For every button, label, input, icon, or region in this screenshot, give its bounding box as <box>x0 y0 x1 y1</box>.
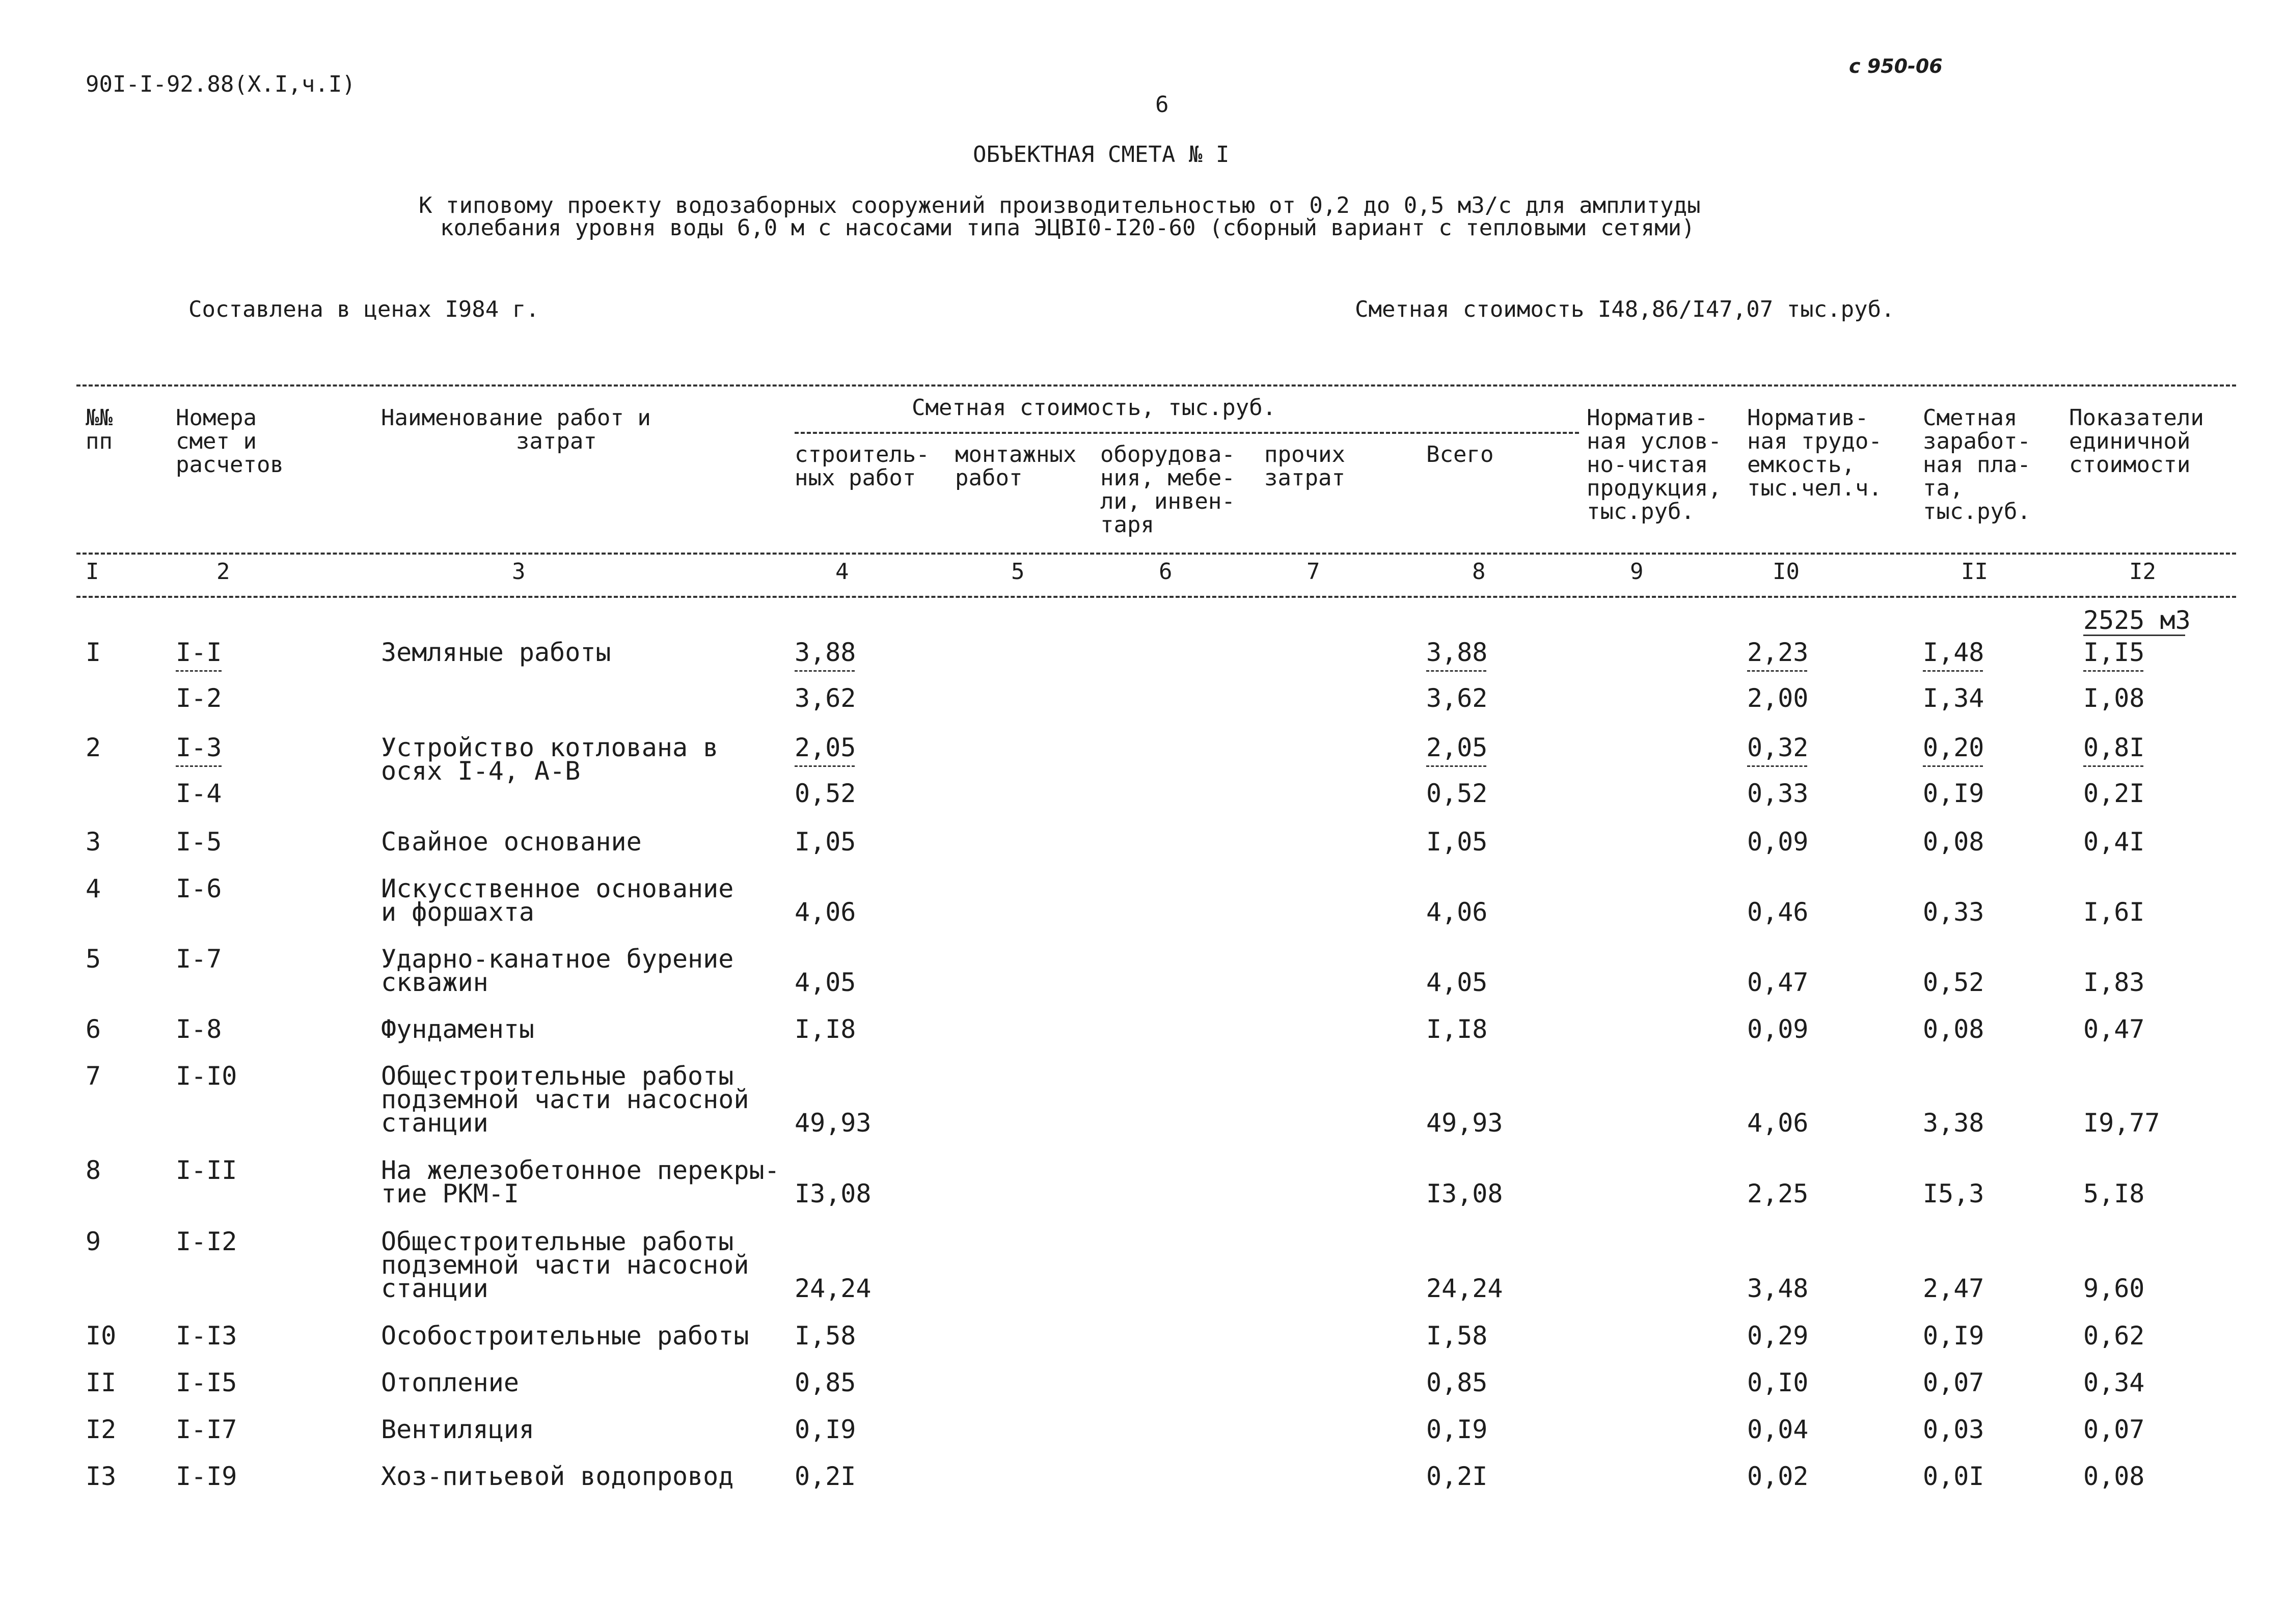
value-total: 0,2I <box>1426 1462 1488 1491</box>
value-build: 4,05 <box>795 968 856 997</box>
value-unit: I9,77 <box>2083 1108 2160 1138</box>
value-labor: 0,47 <box>1747 968 1809 997</box>
value-total: 3,88 <box>1426 638 1488 667</box>
unit-cost-basis-underline <box>2083 635 2185 636</box>
value-build: 0,2I <box>795 1462 856 1491</box>
col-header-number: №№ пп <box>86 405 113 454</box>
estimate-code-denominator: I-4 <box>176 779 222 808</box>
page-title: ОБЪЕКТНАЯ СМЕТА № I <box>973 142 1230 168</box>
value-total-denominator: 0,52 <box>1426 779 1488 808</box>
estimate-code: I-I3 <box>176 1321 237 1351</box>
col-header-other: прочих затрат <box>1264 442 1345 491</box>
value-build: I,05 <box>795 827 856 857</box>
value-unit-denominator: 0,2I <box>2083 779 2145 808</box>
unit-cost-basis: 2525 м3 <box>2083 605 2191 635</box>
value-build: 3,88 <box>795 638 856 667</box>
col-number-6: 6 <box>1159 559 1173 585</box>
value-labor: 0,04 <box>1747 1415 1809 1444</box>
value-build-denominator: 3,62 <box>795 683 856 713</box>
col-header-work-name: Наименование работ и затрат <box>381 405 651 454</box>
value-build: 0,85 <box>795 1368 856 1397</box>
value-total: 0,85 <box>1426 1368 1488 1397</box>
row-number: 4 <box>86 874 101 903</box>
col-header-wages: Сметная заработ- ная пла- та, тыс.руб. <box>1923 405 2031 525</box>
estimate-code: I-7 <box>176 944 222 974</box>
value-total: 4,05 <box>1426 968 1488 997</box>
work-name: Отопление <box>381 1368 519 1397</box>
col-header-estimate-codes: Номера смет и расчетов <box>176 405 284 478</box>
row-number: I2 <box>86 1415 117 1444</box>
value-labor: 4,06 <box>1747 1108 1809 1138</box>
col-header-unit-cost: Показатели единичной стоимости <box>2069 405 2204 478</box>
value-build: 49,93 <box>795 1108 872 1138</box>
document-code: 90I-I-92.88(X.I,ч.I) <box>86 71 356 97</box>
row-number: 2 <box>86 733 101 762</box>
value-unit: I,6I <box>2083 897 2145 927</box>
fraction-separator <box>1747 765 1807 767</box>
estimate-code-denominator: I-2 <box>176 683 222 713</box>
fraction-separator <box>795 670 855 672</box>
value-wage: 0,03 <box>1923 1415 1984 1444</box>
value-unit: 0,34 <box>2083 1368 2145 1397</box>
value-wage: 0,0I <box>1923 1462 1984 1491</box>
value-unit: I,83 <box>2083 968 2145 997</box>
work-name: Общестроительные работы подземной части насосной станции <box>381 1227 749 1303</box>
row-number: 7 <box>86 1061 101 1091</box>
value-build-denominator: 0,52 <box>795 779 856 808</box>
value-unit: 0,8I <box>2083 733 2145 762</box>
col-number-12: I2 <box>2129 559 2156 585</box>
work-name: Вентиляция <box>381 1415 535 1444</box>
value-build: 0,I9 <box>795 1415 856 1444</box>
estimate-code: I-I <box>176 638 222 667</box>
estimate-code: I-3 <box>176 733 222 762</box>
fraction-separator <box>1923 670 1983 672</box>
value-wage-denominator: I,34 <box>1923 683 1984 713</box>
value-total: 2,05 <box>1426 733 1488 762</box>
price-basis: Составлена в ценах I984 г. <box>188 296 539 322</box>
value-total: I,58 <box>1426 1321 1488 1351</box>
value-build: 4,06 <box>795 897 856 927</box>
subtitle-line-2: колебания уровня воды 6,0 м с насосами типа ЭЦВI0-I20-60 (сборный вариант с тепловыми сетями) <box>440 215 1695 241</box>
value-labor: 0,02 <box>1747 1462 1809 1491</box>
col-number-2: 2 <box>216 559 230 585</box>
col-header-net-output: Норматив- ная услов- но-чистая продукция, тыс.руб. <box>1587 405 1722 525</box>
work-name: Земляные работы <box>381 638 611 667</box>
value-wage-denominator: 0,I9 <box>1923 779 1984 808</box>
value-wage: I,48 <box>1923 638 1984 667</box>
fraction-separator <box>2083 670 2143 672</box>
value-wage: 3,38 <box>1923 1108 1984 1138</box>
value-labor: 3,48 <box>1747 1274 1809 1303</box>
value-unit: 0,62 <box>2083 1321 2145 1351</box>
estimate-code: I-I5 <box>176 1368 237 1397</box>
value-wage: 2,47 <box>1923 1274 1984 1303</box>
value-labor: 0,32 <box>1747 733 1809 762</box>
row-number: I <box>86 638 101 667</box>
value-labor: 2,25 <box>1747 1179 1809 1208</box>
value-labor: 0,09 <box>1747 827 1809 857</box>
col-number-7: 7 <box>1307 559 1320 585</box>
work-name: Хоз-питьевой водопровод <box>381 1462 734 1491</box>
value-total: 4,06 <box>1426 897 1488 927</box>
value-unit: 0,08 <box>2083 1462 2145 1491</box>
work-name: Особостроительные работы <box>381 1321 749 1351</box>
group-header-cost: Сметная стоимость, тыс.руб. <box>912 395 1276 421</box>
value-wage: 0,08 <box>1923 1014 1984 1044</box>
value-wage: 0,33 <box>1923 897 1984 927</box>
value-total: I,05 <box>1426 827 1488 857</box>
value-total: 24,24 <box>1426 1274 1503 1303</box>
col-header-labor: Норматив- ная трудо- емкость, тыс.чел.ч. <box>1747 405 1882 501</box>
fraction-separator <box>176 670 222 672</box>
value-labor: 0,46 <box>1747 897 1809 927</box>
estimate-code: I-8 <box>176 1014 222 1044</box>
value-unit: I,I5 <box>2083 638 2145 667</box>
row-number: 3 <box>86 827 101 857</box>
value-build: I,58 <box>795 1321 856 1351</box>
fraction-separator <box>1923 765 1983 767</box>
estimated-cost: Сметная стоимость I48,86/I47,07 тыс.руб. <box>1355 296 1895 322</box>
value-build: 24,24 <box>795 1274 872 1303</box>
value-total: I,I8 <box>1426 1014 1488 1044</box>
work-name: Свайное основание <box>381 827 642 857</box>
row-number: 8 <box>86 1155 101 1185</box>
row-number: 5 <box>86 944 101 974</box>
work-name: Ударно-канатное бурение скважин <box>381 944 734 997</box>
value-total: 0,I9 <box>1426 1415 1488 1444</box>
value-total: I3,08 <box>1426 1179 1503 1208</box>
col-header-installation: монтажных работ <box>955 442 1077 491</box>
row-number: I0 <box>86 1321 117 1351</box>
table-top-rule <box>76 384 2236 387</box>
value-labor: 2,23 <box>1747 638 1809 667</box>
col-number-3: 3 <box>512 559 526 585</box>
value-wage: 0,52 <box>1923 968 1984 997</box>
value-labor: 0,I0 <box>1747 1368 1809 1397</box>
group-header-rule <box>795 432 1579 434</box>
fraction-separator <box>176 765 222 767</box>
fraction-separator <box>1747 670 1807 672</box>
col-number-5: 5 <box>1011 559 1025 585</box>
value-labor-denominator: 0,33 <box>1747 779 1809 808</box>
value-unit: 9,60 <box>2083 1274 2145 1303</box>
value-unit-denominator: I,08 <box>2083 683 2145 713</box>
col-header-total: Всего <box>1426 442 1494 467</box>
col-header-equipment: оборудова- ния, мебе- ли, инвен- таря <box>1100 442 1235 538</box>
value-wage: 0,20 <box>1923 733 1984 762</box>
value-build: 2,05 <box>795 733 856 762</box>
work-name: На железобетонное перекры- тие РКМ-I <box>381 1155 780 1208</box>
estimate-code: I-II <box>176 1155 237 1185</box>
work-name: Фундаменты <box>381 1014 535 1044</box>
estimate-code: I-I2 <box>176 1227 237 1256</box>
value-build: I,I8 <box>795 1014 856 1044</box>
value-wage: 0,I9 <box>1923 1321 1984 1351</box>
value-total: 49,93 <box>1426 1108 1503 1138</box>
archive-stamp: с 950-06 <box>1849 55 1943 77</box>
value-build: I3,08 <box>795 1179 872 1208</box>
value-labor: 0,29 <box>1747 1321 1809 1351</box>
fraction-separator <box>2083 765 2143 767</box>
estimate-code: I-I9 <box>176 1462 237 1491</box>
value-wage: I5,3 <box>1923 1179 1984 1208</box>
value-wage: 0,07 <box>1923 1368 1984 1397</box>
value-unit: 5,I8 <box>2083 1179 2145 1208</box>
estimate-code: I-6 <box>176 874 222 903</box>
value-labor: 0,09 <box>1747 1014 1809 1044</box>
row-number: I3 <box>86 1462 117 1491</box>
value-wage: 0,08 <box>1923 827 1984 857</box>
row-number: 6 <box>86 1014 101 1044</box>
estimate-code: I-5 <box>176 827 222 857</box>
value-unit: 0,07 <box>2083 1415 2145 1444</box>
column-header-rule <box>76 553 2236 555</box>
row-number: II <box>86 1368 117 1397</box>
col-number-9: 9 <box>1630 559 1644 585</box>
work-name: Искусственное основание и форшахта <box>381 874 734 927</box>
estimate-code: I-I0 <box>176 1061 237 1091</box>
value-total-denominator: 3,62 <box>1426 683 1488 713</box>
column-number-rule <box>76 596 2236 598</box>
fraction-separator <box>1426 670 1486 672</box>
col-number-1: I <box>86 559 99 585</box>
subtitle-line-1: К типовому проекту водозаборных сооружений производительностью от 0,2 до 0,5 м3/с для амплитуды <box>419 192 1701 218</box>
col-header-construction: строитель- ных работ <box>795 442 930 491</box>
work-name: Устройство котлована в осях I-4, А-В <box>381 733 719 786</box>
value-unit: 0,47 <box>2083 1014 2145 1044</box>
fraction-separator <box>795 765 855 767</box>
work-name: Общестроительные работы подземной части насосной станции <box>381 1061 749 1138</box>
col-number-11: II <box>1961 559 1988 585</box>
fraction-separator <box>1426 765 1486 767</box>
row-number: 9 <box>86 1227 101 1256</box>
estimate-code: I-I7 <box>176 1415 237 1444</box>
value-labor-denominator: 2,00 <box>1747 683 1809 713</box>
col-number-4: 4 <box>835 559 849 585</box>
col-number-8: 8 <box>1472 559 1486 585</box>
col-number-10: I0 <box>1773 559 1800 585</box>
page-number: 6 <box>1155 92 1169 118</box>
value-unit: 0,4I <box>2083 827 2145 857</box>
